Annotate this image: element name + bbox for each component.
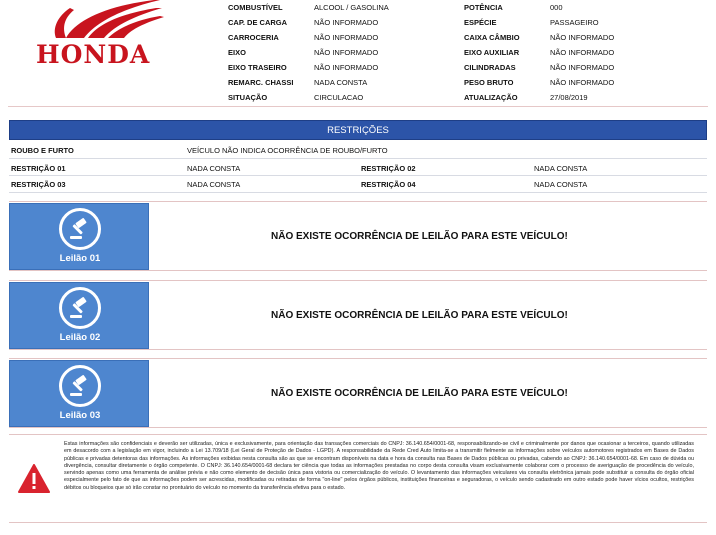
restriction-label: RESTRIÇÃO 02 — [361, 163, 416, 173]
auction-message: NÃO EXISTE OCORRÊNCIA DE LEILÃO PARA ESTE VEÍCULO! — [271, 231, 568, 242]
info-row — [228, 45, 698, 60]
info-key: EIXO — [228, 48, 246, 57]
auction-block — [9, 201, 707, 271]
divider — [9, 434, 707, 435]
info-key: COMBUSTÍVEL — [228, 3, 283, 12]
info-key: EIXO TRASEIRO — [228, 63, 287, 72]
info-value: NÃO INFORMADO — [550, 33, 615, 42]
honda-wing-icon — [36, 0, 186, 40]
auction-block — [9, 280, 707, 350]
info-key: CARROCERIA — [228, 33, 279, 42]
info-value: NÃO INFORMADO — [550, 48, 615, 57]
auction-icon-ring — [59, 365, 101, 407]
vehicle-header — [0, 0, 716, 108]
info-value: PASSAGEIRO — [550, 18, 599, 27]
info-key: EIXO AUXILIAR — [464, 48, 520, 57]
auction-message: NÃO EXISTE OCORRÊNCIA DE LEILÃO PARA ESTE VEÍCULO! — [271, 388, 568, 399]
auction-badge — [9, 360, 149, 427]
divider — [9, 192, 707, 193]
info-value: NÃO INFORMADO — [314, 48, 379, 57]
theft-value: VEÍCULO NÃO INDICA OCORRÊNCIA DE ROUBO/FURTO — [187, 145, 388, 155]
divider — [9, 158, 707, 159]
restriction-row — [11, 177, 701, 191]
restriction-value: NADA CONSTA — [187, 179, 241, 189]
theft-row — [11, 143, 701, 157]
info-row — [228, 60, 698, 75]
warning-triangle-icon — [18, 464, 50, 494]
divider — [8, 106, 708, 107]
restriction-value: NADA CONSTA — [534, 163, 588, 173]
info-value: CIRCULACAO — [314, 93, 364, 102]
info-value: NÃO INFORMADO — [550, 63, 615, 72]
info-key: CAP. DE CARGA — [228, 18, 288, 27]
info-row — [228, 30, 698, 45]
gavel-icon — [68, 217, 92, 241]
info-key: POTÊNCIA — [464, 3, 503, 12]
gavel-icon — [68, 374, 92, 398]
restriction-value: NADA CONSTA — [534, 179, 588, 189]
theft-label: ROUBO E FURTO — [11, 145, 74, 155]
divider — [9, 522, 707, 523]
info-value: NÃO INFORMADO — [314, 18, 379, 27]
gavel-icon — [68, 296, 92, 320]
info-value: NÃO INFORMADO — [550, 78, 615, 87]
info-row — [228, 0, 698, 15]
restriction-row — [11, 161, 701, 175]
info-key: PESO BRUTO — [464, 78, 514, 87]
brand-wordmark: HONDA — [36, 40, 151, 69]
info-key: CAIXA CÂMBIO — [464, 33, 520, 42]
info-key: SITUAÇÃO — [228, 93, 268, 102]
info-value: NÃO INFORMADO — [314, 63, 379, 72]
auction-icon-ring — [59, 208, 101, 250]
info-key: REMARC. CHASSI — [228, 78, 294, 87]
auction-message: NÃO EXISTE OCORRÊNCIA DE LEILÃO PARA ESTE VEÍCULO! — [271, 310, 568, 321]
info-row — [228, 75, 698, 90]
restriction-label: RESTRIÇÃO 04 — [361, 179, 416, 189]
auction-label: Leilão 03 — [59, 410, 101, 421]
info-value: NADA CONSTA — [314, 78, 368, 87]
info-key: ATUALIZAÇÃO — [464, 93, 518, 102]
restriction-label: RESTRIÇÃO 01 — [11, 163, 66, 173]
auction-label: Leilão 01 — [59, 253, 101, 264]
info-key: CILINDRADAS — [464, 63, 516, 72]
restrictions-header: RESTRIÇÕES — [9, 120, 707, 140]
auction-label: Leilão 02 — [59, 332, 101, 343]
restriction-label: RESTRIÇÃO 03 — [11, 179, 66, 189]
info-value: 000 — [550, 3, 563, 12]
info-row — [228, 90, 698, 105]
divider — [9, 175, 707, 176]
info-value: ALCOOL / GASOLINA — [314, 3, 389, 12]
info-value: NÃO INFORMADO — [314, 33, 379, 42]
info-key: ESPÉCIE — [464, 18, 497, 27]
disclaimer-text: Estas informações são confidenciais e deverão ser utilizadas, única e exclusivamente, para orientação das transações comerciais do CNPJ: 36.140.654/0001-68, responsabilizando-se civil e criminalmente por danos que ocasionar a terceiros, quando utilizadas em desacordo com a legislação em vigor, incluindo a Lei 13.709/18 (Lei Geral de Proteção de Dados - LGPD). A responsabilidade da Rede Cred Auto limita-se a transmitir fielmente as informações sobre veículos automotores registrados em Bases de Dados públicas e privadas detentoras das informações. As informações exibidas nesta consulta são as que se encontram disponíveis na data e hora da consulta nas Bases de Dados públicas ou privadas, cabendo ao CNPJ: 36.140.654/0001-68. Em caso de dúvida ou divergência, consultar diretamente o órgão competente. O CNPJ: 36.140.654/0001-68 declara ter ciência que todas as informações prestadas no corpo desta consulta visam exclusivamente colaborar com o processo de averiguação de procedência do veículo, servindo apenas como uma ferramenta de análise prévia e não como elemento de decisão única para vistoria ou comercialização do veículo. O levantamento das informações veiculares via consulta eletrônica jamais pode substituir a consulta do órgão oficial especialmente pelo fato de que as informações podem ser acrescidas, modificadas ou retiradas de forma "on-line" pelos órgãos públicos, instituições financeiras e seguradoras, o veículo sendo cadastrado em outro estado pode haver vícios ocultos, restrições débitos ou bloqueios que só irão constar no prontuário do veículo no momento da transferência efetiva para o estado. — [64, 441, 694, 491]
info-row — [228, 15, 698, 30]
auction-block — [9, 358, 707, 428]
restriction-value: NADA CONSTA — [187, 163, 241, 173]
brand-logo — [28, 0, 198, 70]
vehicle-info-grid — [228, 0, 698, 105]
info-value: 27/08/2019 — [550, 93, 588, 102]
auction-icon-ring — [59, 287, 101, 329]
auction-badge — [9, 203, 149, 270]
auction-badge — [9, 282, 149, 349]
